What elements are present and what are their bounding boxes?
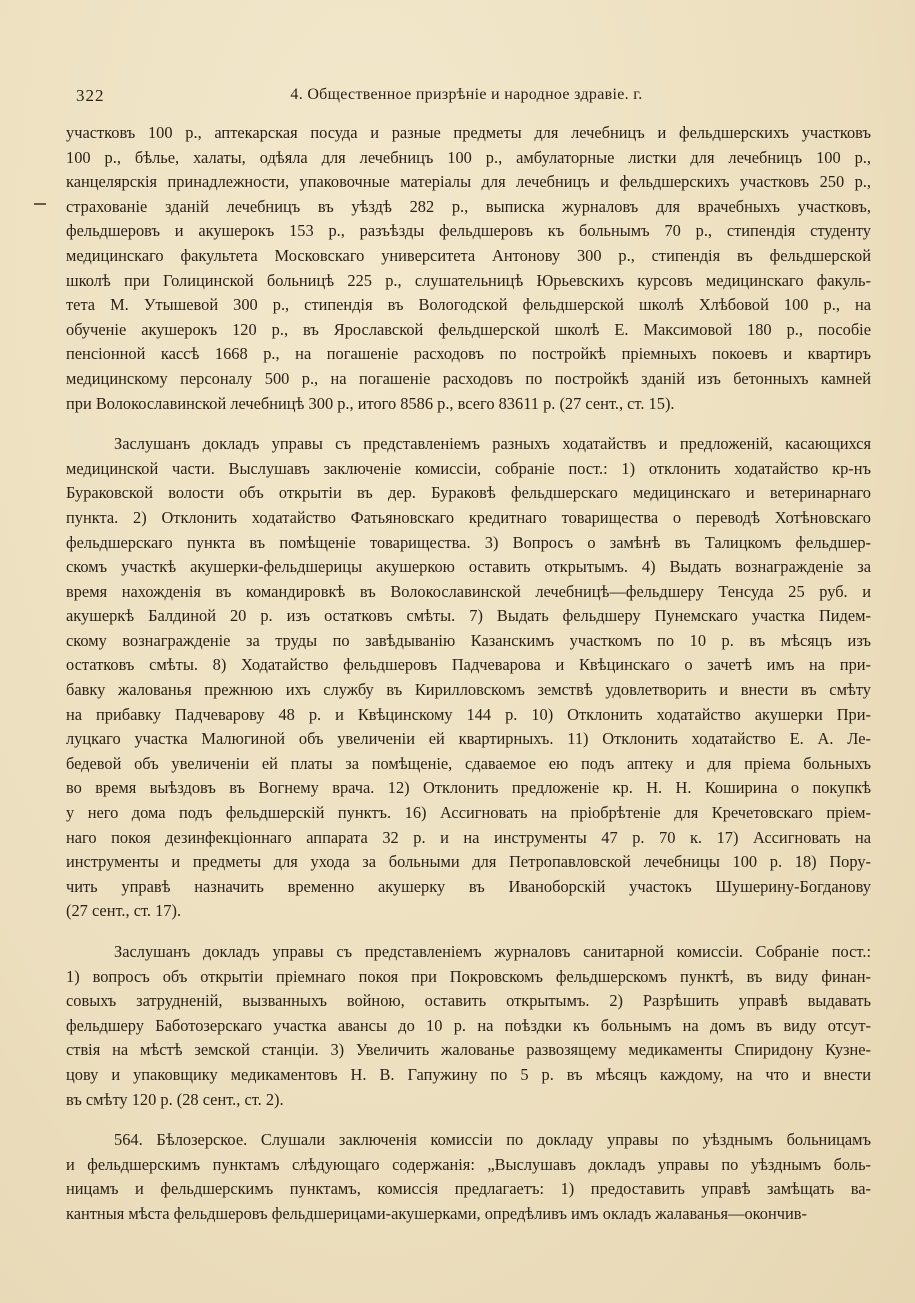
text-line: медицинскаго факультета Московскаго университета Антонову 300 р., стипендія въ фельдшерской bbox=[66, 245, 871, 265]
margin-mark bbox=[34, 203, 46, 205]
text-line: при Волокославинской лечебницѣ 300 р., итого 8586 р., всего 83611 р. (27 сент., ст. 15). bbox=[66, 393, 675, 413]
text-line: у него дома подъ фельдшерскій пунктъ. 16) Ассигновать на пріобрѣтеніе для Кречетовскаго пріем- bbox=[66, 803, 871, 823]
text-line: 564. Бѣлозерское. Слушали заключенія комиссіи по докладу управы по уѣзднымъ больницамъ bbox=[114, 1130, 871, 1150]
text-line: скомъ участкѣ акушерки-фельдшерицы акушеркою оставить открытымъ. 4) Выдать вознагражденіе за bbox=[66, 557, 871, 577]
text-line: фельдшеровъ и акушерокъ 153 р., разъѣзды фельдшеровъ къ больнымъ 70 р., стипендія студенту bbox=[66, 221, 871, 241]
text-line: чить управѣ назначить временно акушерку въ Иваноборскій участокъ Шушерину-Богданову bbox=[66, 876, 871, 896]
text-line: акушеркѣ Балдиной 20 р. изъ остатковъ смѣты. 7) Выдать фельдшеру Пунемскаго участка Пидем- bbox=[66, 606, 871, 626]
paragraph bbox=[66, 1128, 871, 1226]
text-line: бавку жалованья прежнюю ихъ службу въ Кирилловскомъ земствѣ удовлетворить и внести въ смѣту bbox=[66, 680, 871, 700]
text-line: школѣ при Голицинской больницѣ 225 р., слушательницѣ Юрьевскихъ курсовъ медицинскаго факуль- bbox=[66, 270, 871, 290]
text-line: остатковъ смѣты. 8) Ходатайство фельдшеровъ Падчеварова и Квѣцинскаго о зачетѣ имъ на при- bbox=[66, 655, 871, 675]
text-line: ствія на мѣстѣ земской станціи. 3) Увеличить жалованье развозящему медикаменты Спиридону Кузне- bbox=[66, 1040, 871, 1060]
text-line: пункта. 2) Отклонить ходатайство Фатьяновскаго кредитнаго товарищества о переводѣ Хотѣновскаго bbox=[66, 507, 871, 527]
text-line: инструменты и предметы для ухода за больными для Петропавловской лечебницы 100 р. 18) Пору- bbox=[66, 852, 871, 872]
text-line: время нахожденія въ командировкѣ въ Волокославинской лечебницѣ—фельдшеру Тенсуда 25 руб. и bbox=[66, 581, 871, 601]
text-line: Заслушанъ докладъ управы съ представленіемъ журналовъ санитарной комиссіи. Собраніе пост.: bbox=[114, 942, 871, 961]
text-line: кантныя мѣста фельдшеровъ фельдшерицами-акушерками, опредѣливъ имъ окладъ жалаванья—окончив- bbox=[66, 1203, 807, 1223]
text-line: тета М. Утышевой 300 р., стипендія въ Вологодской фельдшерской школѣ Хлѣбовой 100 р., на bbox=[66, 295, 871, 315]
text-line: фельдшерскаго пункта въ помѣщеніе товарищества. 3) Вопросъ о замѣнѣ въ Талицкомъ фельдшер- bbox=[66, 532, 871, 552]
text-line: медицинской части. Выслушавъ заключеніе комиссіи, собраніе пост.: 1) отклонить ходатайство кр-нъ bbox=[66, 458, 871, 478]
text-line: въ смѣту 120 р. (28 сент., ст. 2). bbox=[66, 1089, 284, 1109]
text-line: страхованіе зданій лечебницъ въ уѣздѣ 282 р., выписка журналовъ для врачебныхъ участковъ, bbox=[66, 196, 871, 216]
text-line: на прибавку Падчеварову 48 р. и Квѣцинскому 144 р. 10) Отклонить ходатайство акушерки При- bbox=[66, 704, 871, 724]
text-line: бедевой объ увеличеніи ей платы за помѣщеніе, сдаваемое ею подъ аптеку и для пріема больныхъ bbox=[66, 753, 871, 773]
body-text bbox=[66, 121, 871, 1227]
running-title: 4. Общественное призрѣніе и народное здравіе. г. bbox=[290, 86, 643, 103]
text-line: ницамъ и фельдшерскимъ пунктамъ, комиссія предлагаетъ: 1) предоставить управѣ замѣщать ва- bbox=[66, 1179, 871, 1199]
text-line: цову и упаковщику медикаментовъ Н. В. Гапужину по 5 р. въ мѣсяцъ каждому, на что и внести bbox=[66, 1064, 871, 1084]
text-line: наго покоя дезинфекціоннаго аппарата 32 р. и на инструменты 47 р. 70 к. 17) Ассигновать на bbox=[66, 827, 871, 847]
text-line: совыхъ затрудненій, вызванныхъ войною, оставить открытымъ. 2) Разрѣшить управѣ выдавать bbox=[66, 991, 871, 1011]
paragraph bbox=[66, 940, 871, 1112]
text-line: 100 р., бѣлье, халаты, одѣяла для лечебницъ 100 р., амбулаторные листки для лечебницъ 100 р., bbox=[66, 147, 871, 167]
text-line: (27 сент., ст. 17). bbox=[66, 901, 182, 921]
page-number: 322 bbox=[76, 86, 105, 105]
text-line: во время выѣздовъ въ Вогнему врача. 12) Отклонить предложеніе кр. Н. Н. Коширина о покупкѣ bbox=[66, 778, 871, 798]
text-line: пенсіонной кассѣ 1668 р., на погашеніе расходовъ по постройкѣ пріемныхъ покоевъ и квартиръ bbox=[66, 344, 871, 364]
text-line: и фельдшерскимъ пунктамъ слѣдующаго содержанія: „Выслушавъ докладъ управы по уѣзднымъ боль- bbox=[66, 1154, 871, 1174]
text-line: скому вознагражденіе за труды по завѣдыванію Казанскимъ участкомъ по 10 р. въ мѣсяцъ изъ bbox=[66, 630, 871, 650]
text-line: луцкаго участка Малюгиной объ увеличеніи ей квартирныхъ. 11) Отклонить ходатайство Е. А. Ле- bbox=[66, 729, 871, 749]
paragraph bbox=[66, 432, 871, 924]
paragraph bbox=[66, 121, 871, 416]
text-line: канцелярскія принадлежности, упаковочные матеріалы для лечебницъ и фельдшерскихъ участковъ 250 р., bbox=[66, 172, 871, 192]
text-line: фельдшеру Баботозерскаго участка авансы до 10 р. на поѣздки къ больнымъ на домъ въ виду отсут- bbox=[66, 1015, 871, 1035]
text-line: Заслушанъ докладъ управы съ представленіемъ разныхъ ходатайствъ и предложеній, касающихся bbox=[114, 434, 871, 454]
text-line: обученіе акушерокъ 120 р., въ Ярославской фельдшерской школѣ Е. Максимовой 180 р., пособіе bbox=[66, 319, 871, 339]
text-line: медицинскому персоналу 500 р., на погашеніе расходовъ по постройкѣ зданій изъ бетонныхъ камней bbox=[66, 368, 871, 388]
text-line: участковъ 100 р., аптекарская посуда и разные предметы для лечебницъ и фельдшерскихъ участковъ bbox=[66, 123, 871, 142]
text-line: Бураковской волости объ открытіи въ дер. Бураковѣ фельдшерскаго медицинскаго и ветеринарнаго bbox=[66, 483, 871, 503]
text-line: 1) вопросъ объ открытіи пріемнаго покоя при Покровскомъ фельдшерскомъ пунктѣ, въ виду финан- bbox=[66, 966, 871, 986]
page-header bbox=[62, 86, 871, 108]
